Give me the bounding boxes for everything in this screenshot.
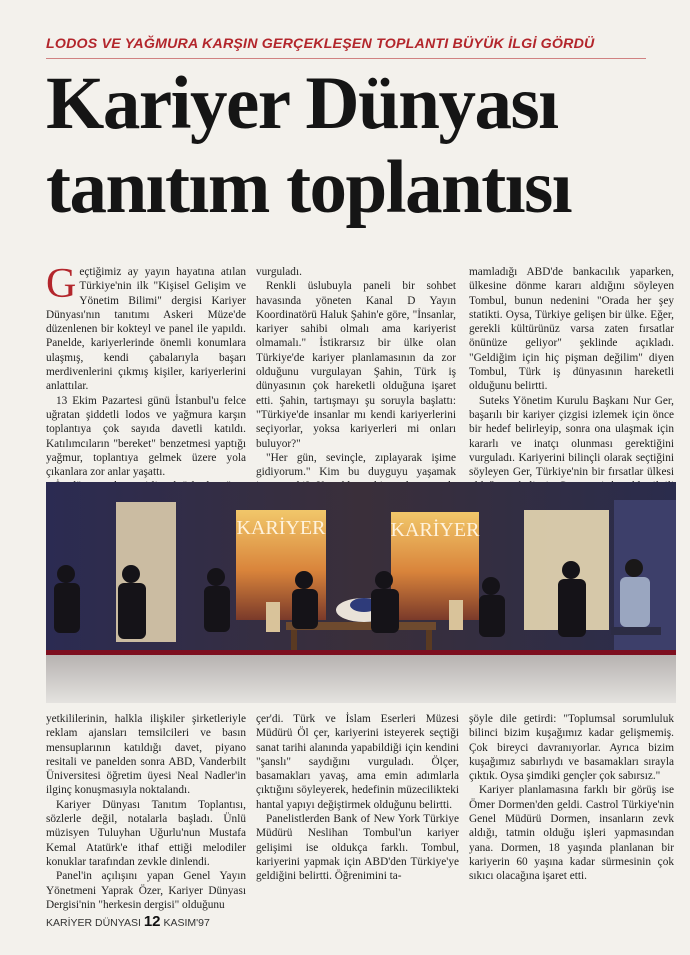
article-title bbox=[46, 62, 666, 230]
column-1-bottom bbox=[46, 712, 246, 911]
poster-left-title: KARİYER bbox=[236, 517, 326, 539]
col3-top-para-0: mamladığı ABD'de bankacılık yaparken, ülkesine dönme kararı aldığını söyleyen Tombul, bunun nedenini "Orada her şey statikti. Oysa, Türkiye gelişen bir ülke. Eğer, gerekli kültürünüz varsa zaten fırsatlar önünüze geliyor" şeklinde açıkladı. "Geldiğim için hiç pişman değilim" diyen Tombul, Türk iş dünyasının hareketli olduğunu belirtti. bbox=[469, 266, 674, 393]
footer-magazine: KARİYER DÜNYASI bbox=[46, 917, 141, 929]
page-footer bbox=[46, 913, 210, 930]
col2-top-para-1: Renkli üslubuyla paneli bir sohbet havasında yöneten Kanal D Yayın Koordinatörü Haluk Şahin'e göre, "İnsanlar, kariyer sahibi olmalı ama kariyerist olmamalı." İstikrarsız bir ülke olan Türkiye'de kariyer planlamasının da zor olduğunu vurgulayan Şahin, Türk iş dünyasının çok hareketli olduğuna işaret etti. Şahin, tartışmayı şu soruyla başlattı: "Türkiye'de insanlar mı kendi kariyerlerini seçiyorlar, yoksa kariyerleri mi onları buluyor?" bbox=[256, 280, 456, 450]
poster-right-title: KARİYER bbox=[390, 519, 480, 541]
col1-bottom-para-2: Panel'in açılışını yapan Genel Yayın Yönetmeni Yaprak Özer, Kariyer Dünyası Dergisi'nin "herkesin dergisi" olduğunu bbox=[46, 870, 246, 911]
article-kicker: LODOS VE YAĞMURA KARŞIN GERÇEKLEŞEN TOPLANTI BÜYÜK İLGİ GÖRDÜ bbox=[46, 36, 595, 52]
col2-top-para-2: "Her gün, sevinçle, zıplayarak işime gidiyorum." Kim bu duyguyu yaşamak bbox=[256, 451, 456, 479]
title-line-1: Kariyer Dünyası bbox=[46, 62, 558, 145]
col2-top-para-0: vurguladı. bbox=[256, 266, 302, 278]
col1-bottom-para-1: Kariyer Dünyası Tanıtım Toplantısı, sözlerle değil, notalarla başladı. Ünlü müzisyen Tuluyhan Uğurlu'nun Mustafa Kemal Atatürk'e ithaf ettiği melodiler konuklar tarafından zevkle dinlendi. bbox=[46, 798, 246, 868]
kicker-rule bbox=[46, 58, 646, 59]
col1-top-para-0: Geçtiğimiz ay yayın hayatına atılan Türkiye'nin ilk "Kişisel Gelişim ve Yönetim Bilimi" dergisi Kariyer Dünyası'nın tanıtımı Askeri Müze'de düzenlenen bir kokteyl ve panel ile yapıldı. Panelde, kariyerlerinde önemli konumlara ulaşmış, kendi çabalarıyla başarı merdivenlerini çıkmış kişiler, kariyerlerini anlattılar. bbox=[46, 261, 246, 393]
column-2-bottom bbox=[256, 712, 459, 902]
column-3-bottom bbox=[469, 712, 674, 902]
drop-cap: G bbox=[46, 261, 77, 307]
page-number: 12 bbox=[143, 913, 161, 930]
panel-photo bbox=[46, 482, 676, 703]
col3-top-para-1: Suteks Yönetim Kurulu Başkanı Nur Ger, başarılı bir kariyer çizgisi izlemek için önce bir hedef belirleyip, sonra ona ulaşmak için kararlı ve inatçı olunması gerektiğini vurguladı. Kariyerini bilinçli olarak seçtiğini söyleyen Ger, Türkiye'nin bir fırsatlar ülkesi bbox=[469, 394, 674, 479]
footer-issue: KASIM'97 bbox=[163, 917, 210, 929]
col3-bottom-para-1: Kariyer planlamasına farklı bir görüş ise Ömer Dormen'den geldi. Castrol Türkiye'nin Genel Müdürü Dormen, insanların zevk aldığı, tatmin olduğu işleri yapmasından yana. Dormen, 18 yaşında planlanan bir kariyerin 60 yaşına kadar sürmesinin çok sıkıcı olacağına işaret etti. bbox=[469, 784, 674, 883]
column-1-top bbox=[46, 261, 246, 479]
panel-photo-illustration bbox=[46, 482, 676, 703]
title-line-2: tanıtım toplantısı bbox=[46, 146, 572, 229]
column-2-top bbox=[256, 265, 456, 477]
col2-bottom-para-1: Panelistlerden Bank of New York Türkiye Müdürü Neslihan Tombul'un kariyer gelişimi ise oldukça farklı. Tombul, kariyerini yapmak için ABD'den Türkiye'ye geldiğini belirtti. Öğrenimini ta- bbox=[256, 813, 459, 883]
column-3-top bbox=[469, 265, 674, 477]
col2-bottom-para-0: çer'di. Türk ve İslam Eserleri Müzesi Müdürü Öl çer, kariyerini isteyerek seçtiği sanat tarihi alanında yapabildiği için kendini "şanslı" saydığını vurguladı. Ölçer, basamakları yavaş, ama emin adımlarla çıktığını söyleyerek, hedefinin müzecilikteki hantal yapıyı değiştirmek olduğunu belirtti. bbox=[256, 713, 459, 811]
col1-top-para-1: 13 Ekim Pazartesi günü İstanbul'u felce uğratan şiddetli lodos ve yağmura karşın toplantıya çok sayıda davetli katıldı. Katılımcıların "bereket" benzetmesi yaptığı yağmur, toplantıya gelmek üzere yola çıkanlara zor anlar yaşattı. bbox=[46, 394, 246, 479]
col1-bottom-para-0: yetkililerinin, halkla ilişkiler şirketleriyle reklam ajansları temsilcileri ve basın mensuplarının katıldığı davet, piyano resitali ve panelden sonra ABD, Vanderbilt Üniversitesi öğretim üyesi Neal Nadler'in ilginç konuşmasıyla noktalandı. bbox=[46, 713, 246, 797]
col3-bottom-para-0: şöyle dile getirdi: "Toplumsal sorumluluk bilinci bizim kuşağımız kadar gelişmemiş. Çok bireyci davranıyorlar. Ayrıca bizim kuşağımız sabırlıydı ve basamakları sırayla çıktık. Oysa şimdiki gençler çok sabırsız." bbox=[469, 713, 674, 783]
